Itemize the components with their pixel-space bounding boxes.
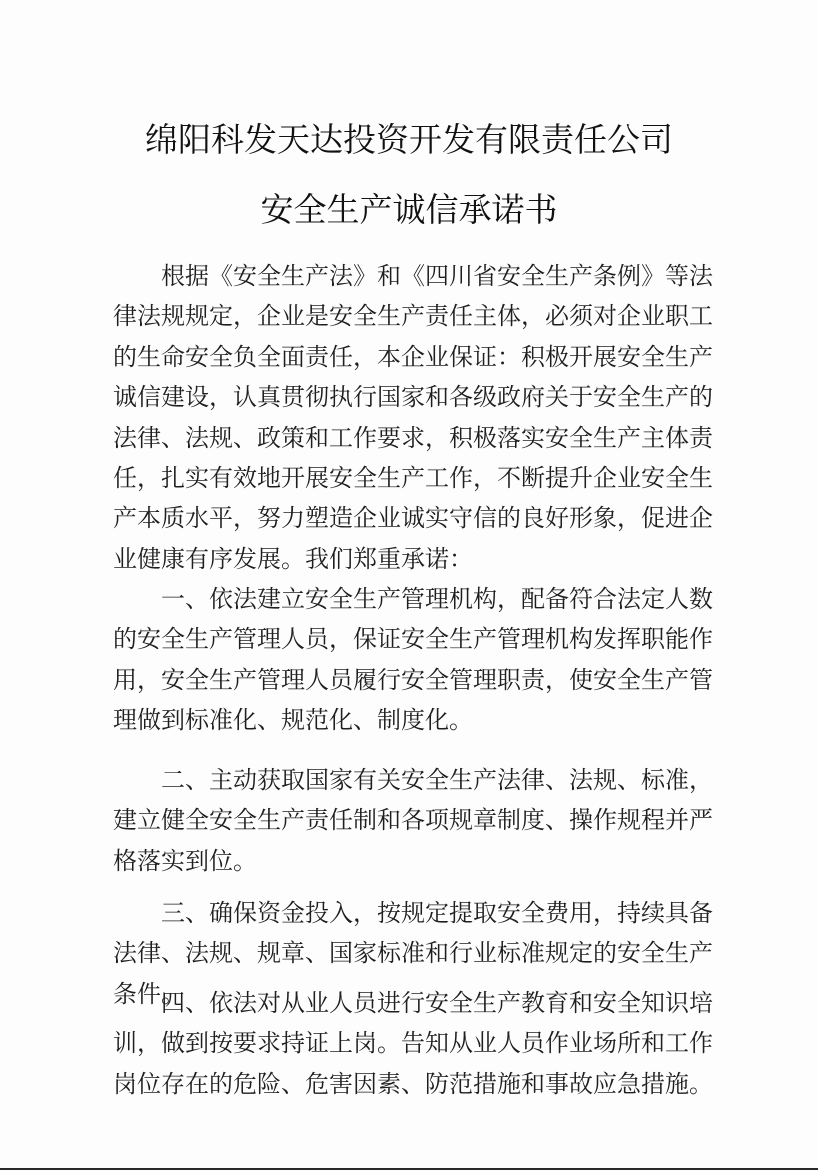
intro-paragraph: 根据《安全生产法》和《四川省安全生产条例》等法律法规规定，企业是安全生产责任主体，必须对企业职工的生命安全负全面责任，本企业保证：积极开展安全生产诚信建设，认真贯彻执行国家和各级政府关于安全生产的法律、法规、政策和工作要求，积极落实安全生产主体责任，扎实有效地开展安全生产工作，不断提升企业安全生产本质水平，努力塑造企业诚实守信的良好形象，促进企业健康有序发展。我们郑重承诺： [113, 262, 713, 573]
document-title: 安全生产诚信承诺书 [260, 190, 558, 229]
commitment-item-3: 三、确保资金投入，按规定提取安全费用，持续具备法律、法规、规章、国家标准和行业标准规定的安全生产条件。 [113, 899, 713, 1008]
commitment-item-2: 二、主动获取国家有关安全生产法律、法规、标准，建立健全安全生产责任制和各项规章制度、操作规程并严格落实到位。 [113, 766, 713, 875]
scan-bottom-edge [0, 1168, 818, 1170]
commitment-item-1: 一、依法建立安全生产管理机构，配备符合法定人数的安全生产管理人员，保证安全生产管理机构发挥职能作用，安全生产管理人员履行安全管理职责，使安全生产管理做到标准化、规范化、制度化。 [113, 585, 713, 735]
commitment-item-4: 四、依法对从业人员进行安全生产教育和安全知识培训，做到按要求持证上岗。告知从业人员作业场所和工作岗位存在的危险、危害因素、防范措施和事故应急措施。 [113, 989, 713, 1098]
company-title: 绵阳科发天达投资开发有限责任公司 [145, 120, 673, 159]
